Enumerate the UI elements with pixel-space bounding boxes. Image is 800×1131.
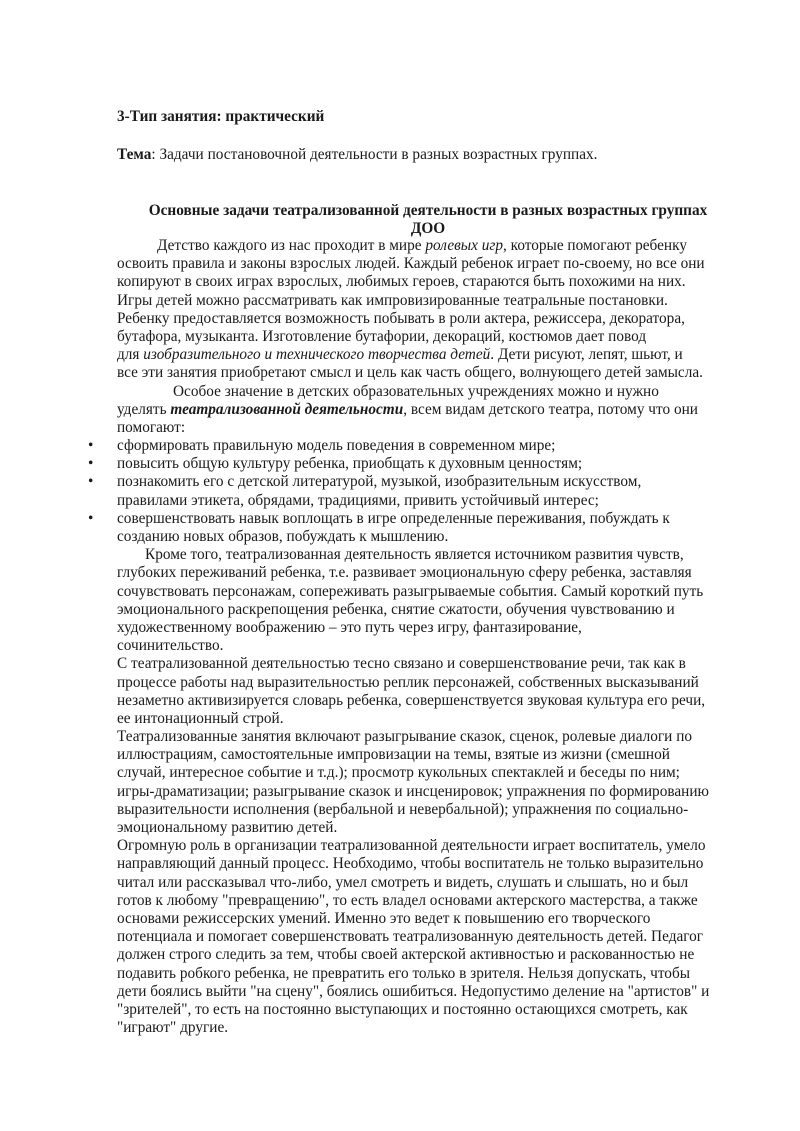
- paragraph-speech: [117, 655, 745, 728]
- text-line: Игры детей можно рассматривать как импровизированные театральные постановки.: [117, 291, 668, 309]
- theme-label: Тема: [117, 146, 152, 163]
- text-line: игры-драматизации; разыгрывание сказок и инсценировок; упражнения по формированию: [117, 782, 709, 800]
- text-line: [88, 437, 745, 455]
- text-line: [117, 237, 745, 255]
- text-line: Ребенку предоставляется возможность побывать в роли актера, режиссера, декоратора,: [117, 309, 685, 327]
- text-line: освоить правила и законы взрослых людей. Каждый ребенок играет по-своему, но все они: [117, 255, 705, 273]
- text-line: [117, 401, 745, 419]
- text-span: уделять: [117, 400, 171, 418]
- bullet-icon: •: [88, 437, 94, 455]
- text-line: потенциала и помогает совершенствовать театрализованную деятельность детей. Педагог: [117, 928, 704, 946]
- text-line: дети боялись выйти "на сцену", боялись ошибиться. Недопустимо деление на "артистов" и: [117, 982, 710, 1000]
- lesson-type-heading: 3-Тип занятия: практический: [117, 108, 325, 125]
- lesson-theme-line: [117, 146, 598, 164]
- text-line: художественному воображению – это путь через игру, фантазирование,: [117, 618, 582, 636]
- bold-italic-text: театрализованной деятельности: [170, 400, 404, 418]
- text-line: С театрализованной деятельностью тесно связано и совершенствование речи, так как в: [117, 655, 686, 673]
- text-line: Театрализованные занятия включают разыгрывание сказок, сценок, ролевые диалоги по: [117, 728, 693, 746]
- text-line: все эти занятия приобретают смысл и цель как часть общего, волнующего детей замысла.: [117, 364, 703, 382]
- text-line: правилами этикета, обрядами, традициями, привить устойчивый интерес;: [117, 491, 599, 509]
- text-line: направляющий данный процесс. Необходимо, чтобы воспитатель не только выразительно: [117, 855, 704, 873]
- list-item: [88, 509, 745, 546]
- paragraph-childhood-games: [117, 237, 745, 383]
- paragraph-theatre-lessons: [117, 728, 745, 837]
- text-line: [88, 455, 745, 473]
- text-span: для: [117, 346, 144, 364]
- section-title: [117, 202, 739, 238]
- paragraph-special-importance: [117, 383, 745, 438]
- text-line: случай, интересное событие и т.д.); просмотр кукольных спектаклей и беседы по ним;: [117, 764, 680, 782]
- text-line: глубоких переживаний ребенка, т.е. развивает эмоциональную сферу ребенка, заставляя: [117, 564, 692, 582]
- text-line: копируют в своих играх взрослых, любимых героев, стараются быть похожими на них.: [117, 273, 686, 291]
- text-line: "играют" другие.: [117, 1019, 229, 1037]
- bullet-icon: •: [88, 473, 94, 491]
- text-span: , которые помогают ребенку: [503, 237, 687, 254]
- text-line: сочувствовать персонажам, сопереживать разыгрываемые события. Самый короткий путь: [117, 582, 704, 600]
- text-line: выразительности исполнения (вербальной и невербальной); упражнения по социально-: [117, 800, 689, 818]
- text-line: основами режиссерских умений. Именно это ведет к повышению его творческого: [117, 909, 651, 927]
- bullet-icon: •: [88, 455, 94, 473]
- text-line: процессе работы над выразительностью реплик персонажей, собственных высказываний: [117, 673, 699, 691]
- text-span: сформировать правильную модель поведения в современном мире;: [117, 437, 556, 455]
- text-line: "зрителей", то есть на постоянно выступающих и постоянно остающихся смотреть, как: [117, 1000, 688, 1018]
- list-item: [88, 455, 745, 473]
- list-item: [88, 437, 745, 455]
- text-span: совершенствовать навык воплощать в игре определенные переживания, побуждать к: [117, 509, 670, 527]
- bullet-list: [88, 437, 745, 546]
- text-line: готов к любому "превращению", то есть владел основами актерского мастерства, а также: [117, 891, 698, 909]
- text-line: ее интонационный строй.: [117, 709, 284, 727]
- text-line: незаметно активизируется словарь ребенка, совершенствуется звуковая культура его речи,: [117, 691, 706, 709]
- italic-text: ролевых игр: [425, 237, 504, 254]
- text-span: , всем видам детского театра, потому что они: [403, 400, 698, 418]
- text-line: [117, 346, 745, 364]
- text-line: подавить робкого ребенка, не превратить его только в зрителя. Нельзя допускать, чтобы: [117, 964, 691, 982]
- document-body: [88, 237, 745, 1037]
- text-line: иллюстрациям, самостоятельные импровизации на темы, взятые из жизни (смешной: [117, 746, 670, 764]
- text-span: Детство каждого из нас проходит в мире: [157, 237, 426, 254]
- text-line: [88, 473, 745, 491]
- text-line: созданию новых образов, побуждать к мышлению.: [117, 528, 449, 545]
- text-line: сочинительство.: [117, 637, 224, 655]
- text-span: . Дети рисуют, лепят, шьют, и: [490, 346, 683, 364]
- text-span: повысить общую культуру ребенка, приобщать к духовным ценностям;: [117, 455, 583, 473]
- text-line: эмоционального раскрепощения ребенка, снятие сжатости, обучения чувствованию и: [117, 600, 675, 618]
- text-line: должен строго следить за тем, чтобы своей актерской активностью и раскованностью не: [117, 946, 695, 964]
- text-line: [88, 509, 745, 528]
- text-line: Кроме того, театрализованная деятельность является источником развития чувств,: [145, 546, 684, 564]
- text-line: Огромную роль в организации театрализованной деятельности играет воспитатель, умело: [117, 837, 706, 855]
- list-item: [88, 473, 745, 509]
- text-line: бутафора, музыканта. Изготовление бутафории, декораций, костюмов дает повод: [117, 327, 647, 345]
- bullet-icon: •: [88, 509, 94, 527]
- italic-text: изобразительного и технического творчества детей: [143, 346, 491, 364]
- section-title-line: Основные задачи театрализованной деятельности в разных возрастных группах: [148, 202, 708, 219]
- text-span: познакомить его с детской литературой, музыкой, изобразительным искусством,: [117, 473, 642, 491]
- theme-text: : Задачи постановочной деятельности в разных возрастных группах.: [151, 146, 598, 163]
- text-line: помогают:: [117, 418, 186, 436]
- paragraph-educator-role: [117, 837, 745, 1037]
- text-line: читал или рассказывал что-либо, умел смотреть и видеть, слушать и слышать, но и был: [117, 873, 689, 891]
- section-title-line: ДОО: [410, 220, 446, 238]
- paragraph-feelings-development: [117, 546, 745, 655]
- text-line: эмоциональному развитию детей.: [117, 819, 338, 836]
- text-line: Особое значение в детских образовательных учреждениях можно и нужно: [173, 382, 659, 400]
